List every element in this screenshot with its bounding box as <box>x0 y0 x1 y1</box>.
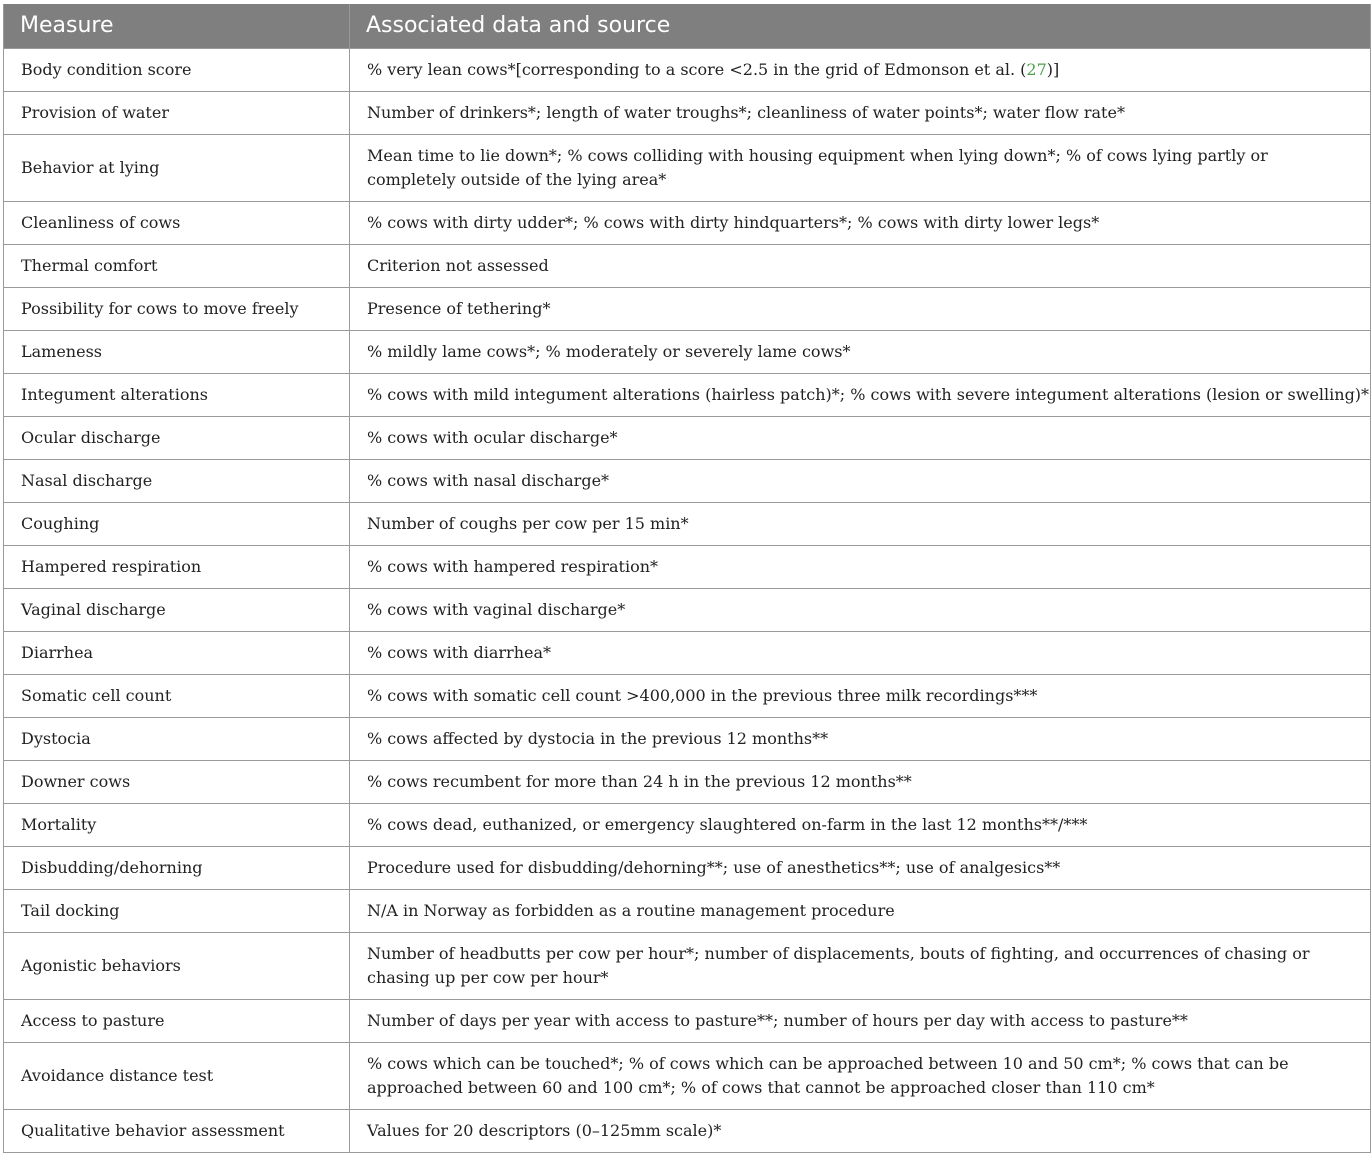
data-text: )] <box>1046 59 1060 79</box>
table-row <box>4 588 1371 631</box>
data-text: % very lean cows*[corresponding to a score <2.5 in the grid of Edmonson et al. ( <box>367 59 1027 79</box>
measure-cell: Hampered respiration <box>4 545 350 588</box>
data-cell: Criterion not assessed <box>350 244 1371 287</box>
data-cell <box>350 134 1371 201</box>
table-row <box>4 674 1371 717</box>
table-row <box>4 287 1371 330</box>
data-cell: % cows with hampered respiration* <box>350 545 1371 588</box>
table-row <box>4 330 1371 373</box>
measure-cell: Vaginal discharge <box>4 588 350 631</box>
table-row <box>4 416 1371 459</box>
measure-cell: Nasal discharge <box>4 459 350 502</box>
table-row <box>4 134 1371 201</box>
table-row <box>4 91 1371 134</box>
data-line: Number of headbutts per cow per hour*; number of displacements, bouts of fighting, and occurrences of chasing or <box>367 943 1310 963</box>
header-associated-data: Associated data and source <box>350 4 1371 48</box>
data-cell: % cows with vaginal discharge* <box>350 588 1371 631</box>
measure-cell: Integument alterations <box>4 373 350 416</box>
data-cell: Procedure used for disbudding/dehorning**; use of anesthetics**; use of analgesics** <box>350 846 1371 889</box>
header-measure: Measure <box>4 4 350 48</box>
data-cell: Number of days per year with access to pasture**; number of hours per day with access to pasture** <box>350 999 1371 1042</box>
data-line: % cows which can be touched*; % of cows which can be approached between 10 and 50 cm*; % cows that can be <box>367 1053 1289 1073</box>
data-cell: % cows dead, euthanized, or emergency slaughtered on-farm in the last 12 months**/*** <box>350 803 1371 846</box>
table-row <box>4 803 1371 846</box>
data-cell: Values for 20 descriptors (0–125mm scale)* <box>350 1109 1371 1152</box>
measure-cell: Provision of water <box>4 91 350 134</box>
data-line: completely outside of the lying area* <box>367 169 667 189</box>
table-body <box>4 48 1371 1152</box>
table-row <box>4 846 1371 889</box>
data-line: chasing up per cow per hour* <box>367 967 609 987</box>
measure-cell: Mortality <box>4 803 350 846</box>
data-cell: % cows with nasal discharge* <box>350 459 1371 502</box>
table-row <box>4 999 1371 1042</box>
data-cell: Presence of tethering* <box>350 287 1371 330</box>
data-cell: % cows with ocular discharge* <box>350 416 1371 459</box>
measure-cell: Thermal comfort <box>4 244 350 287</box>
table-row <box>4 201 1371 244</box>
data-cell: Number of coughs per cow per 15 min* <box>350 502 1371 545</box>
table-row <box>4 932 1371 999</box>
data-line: approached between 60 and 100 cm*; % of cows that cannot be approached closer than 110 cm* <box>367 1077 1155 1097</box>
measure-cell: Cleanliness of cows <box>4 201 350 244</box>
measure-cell: Disbudding/dehorning <box>4 846 350 889</box>
table-row <box>4 545 1371 588</box>
measures-table <box>3 4 1371 1153</box>
measure-cell: Ocular discharge <box>4 416 350 459</box>
table-header <box>4 4 1371 48</box>
data-cell <box>350 1042 1371 1109</box>
table-row <box>4 717 1371 760</box>
table-row <box>4 459 1371 502</box>
data-cell: % cows with dirty udder*; % cows with dirty hindquarters*; % cows with dirty lower legs* <box>350 201 1371 244</box>
data-cell: % cows recumbent for more than 24 h in the previous 12 months** <box>350 760 1371 803</box>
measure-cell: Dystocia <box>4 717 350 760</box>
measure-cell: Tail docking <box>4 889 350 932</box>
data-cell: % mildly lame cows*; % moderately or severely lame cows* <box>350 330 1371 373</box>
data-cell: % cows affected by dystocia in the previous 12 months** <box>350 717 1371 760</box>
table-row <box>4 373 1371 416</box>
measure-cell: Qualitative behavior assessment <box>4 1109 350 1152</box>
data-cell: % cows with mild integument alterations (hairless patch)*; % cows with severe integument alterations (lesion or swelling)* <box>350 373 1371 416</box>
data-cell <box>350 932 1371 999</box>
table-row <box>4 631 1371 674</box>
data-cell: Number of drinkers*; length of water troughs*; cleanliness of water points*; water flow rate* <box>350 91 1371 134</box>
measure-cell: Agonistic behaviors <box>4 932 350 999</box>
table-row <box>4 244 1371 287</box>
measure-cell: Avoidance distance test <box>4 1042 350 1109</box>
measure-cell: Diarrhea <box>4 631 350 674</box>
data-line: Mean time to lie down*; % cows colliding with housing equipment when lying down*; % of cows lying partly or <box>367 145 1268 165</box>
data-cell <box>350 48 1371 91</box>
data-cell: % cows with somatic cell count >400,000 in the previous three milk recordings*** <box>350 674 1371 717</box>
measure-cell: Downer cows <box>4 760 350 803</box>
table-row <box>4 1109 1371 1152</box>
measure-cell: Coughing <box>4 502 350 545</box>
measure-cell: Access to pasture <box>4 999 350 1042</box>
table-row <box>4 502 1371 545</box>
table-row <box>4 889 1371 932</box>
measure-cell: Lameness <box>4 330 350 373</box>
data-cell: N/A in Norway as forbidden as a routine management procedure <box>350 889 1371 932</box>
measure-cell: Body condition score <box>4 48 350 91</box>
measure-cell: Somatic cell count <box>4 674 350 717</box>
citation-link[interactable]: 27 <box>1026 59 1047 79</box>
table-row <box>4 1042 1371 1109</box>
measure-cell: Possibility for cows to move freely <box>4 287 350 330</box>
measure-cell: Behavior at lying <box>4 134 350 201</box>
header-row <box>4 4 1371 48</box>
table-row <box>4 760 1371 803</box>
table-row <box>4 48 1371 91</box>
data-cell: % cows with diarrhea* <box>350 631 1371 674</box>
